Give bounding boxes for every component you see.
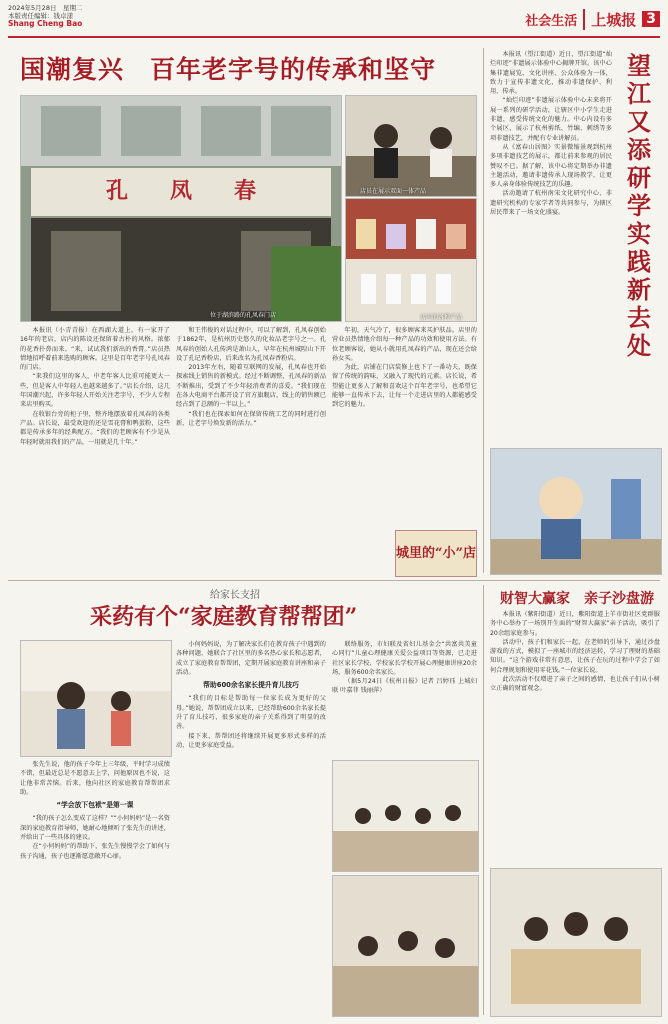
paragraph: 在收银台旁的柜子里，整齐地摆放着孔凤春的各类产品。店长说，最受欢迎的还是雪花膏和鸭蛋粉，这些都是传承多年的经典配方。“我们的老顾客有不少是从年轻时就用我们的产品，一用就是几十年。” (20, 410, 170, 446)
article4-title: 财智大赢家 亲子沙盘游 (500, 591, 654, 607)
article2-title: 望江又添研学实践新去处 (627, 51, 651, 360)
paragraph: 为此，店铺在门店装修上也下了一番功夫，既保留了传统的韵味，又融入了现代的元素。店长说，希望能让更多人了解和喜欢这个百年老字号，也希望它能够一直传承下去，让每一个走进店里的人都能感受到它的魅力。 (332, 364, 477, 409)
workshop-photo (332, 875, 479, 1017)
small-shop-badge: 城里的“小”店 (395, 530, 477, 577)
staff-image (346, 96, 476, 196)
brand-name: Shang Cheng Bao (8, 19, 83, 28)
caption-store-front: 位于湖滨路的孔凤春门店 (210, 312, 277, 319)
store-front-image (21, 96, 341, 321)
article3-kicker: 给家长支招 (210, 590, 260, 601)
classroom-photo (332, 760, 479, 872)
mascot-image (491, 449, 661, 574)
paragraph: “灿烂印迹”非遗展示体验中心未来将开展一系列的研学活动，让辖区中小学生走进非遗，感受传统文化的魅力。中心内设有多个展区，展示了杭州剪纸、竹编、刺绣等多项非遗技艺，并配有专业讲解员。 (490, 97, 612, 142)
classroom-image (333, 761, 478, 871)
subhead-first-lesson: “学会放下包袱”是第一课 (56, 801, 134, 810)
sandbox-game-photo (490, 868, 662, 1017)
staff-photo (345, 95, 477, 197)
paragraph: 在“小何妈妈”的帮助下，张先生慢慢学会了如何与孩子沟通，孩子也逐渐愿意敞开心扉。 (20, 843, 170, 860)
paragraph: 和王伟俊的对话过程中，可以了解到，孔凤春创始于1862年，是杭州历史悠久的化妆品老字号之一。孔凤春的创始人孔传鸿是萧山人，早年在杭州城隍山下开设了孔记香粉店，后来改名为孔凤春香粉店。 (176, 327, 326, 362)
article3-col2 (176, 640, 326, 1015)
paragraph: 2013年左右，随着互联网的发展，孔凤春也开始探索线上销售的新模式。经过不断调整，孔凤春的新品不断推出，受到了不少年轻消费者的喜爱。“我们现在在各大电商平台都开设了官方旗舰店，线上的销售额已经占到了总额的一半以上。” (176, 364, 326, 409)
paragraph: “我们也在探索如何在保留传统工艺的同时进行创新，让老字号焕发新的活力。” (176, 410, 326, 427)
article1-col2 (176, 326, 326, 571)
header-rule (8, 36, 660, 38)
article1-col1 (20, 326, 170, 571)
store-front-photo (20, 95, 342, 322)
article3-col1 (20, 760, 170, 1015)
article3-col3 (332, 640, 477, 755)
section-name: 社会生活 (525, 13, 578, 29)
subhead-helped-parents: 帮助600余名家长提升育儿技巧 (203, 681, 299, 690)
caption-products: 店内的各种产品 (420, 314, 463, 321)
article1-col3 (332, 326, 477, 526)
paragraph: 接下来，帮帮团还将继续开展更多形式多样的活动，让更多家庭受益。 (176, 732, 326, 749)
article2-body (490, 50, 612, 445)
paragraph: “来我们这里的客人，中老年客人比重可能更大一些，但是客人中年轻人也越来越多了。”店长介绍，这几年国潮兴起，许多年轻人开始关注老字号，不少人专程来店里购买。 (20, 373, 170, 409)
workshop-image (333, 876, 478, 1016)
column-divider (483, 48, 484, 573)
issue-date: 2024年5月28日 星期二 (8, 4, 83, 12)
caption-staff: 店员在展示双面一体产品 (360, 188, 427, 195)
mascot-photo (490, 448, 662, 575)
paragraph: （据5月24日《杭州日报》记者 吕婷珏 上城妇联 叶嘉菲 钱丽萍） (332, 678, 477, 695)
paragraph: 从《富春山居图》实景微缩景观到杭州多项非遗技艺的展示，都让前来参观的居民赞叹不已。据了解，该中心将定期举办非遗主题活动，邀请非遗传承人现场教学，让更多人亲身体验传统技艺的乐趣。 (490, 143, 612, 189)
paragraph: 此次活动不仅增进了亲子之间的感情，也让孩子们从小树立正确的财富观念。 (490, 676, 660, 693)
paragraph: 年初，天气冷了，很多顾客来买护肤品。店里的营业员热情地介绍每一种产品的功效和使用方法。有位老顾客说，她从小就用孔凤春的产品，现在还会给孙女买。 (332, 327, 477, 362)
family-education-photo (20, 640, 172, 757)
masthead-info (8, 4, 82, 28)
paper-logo: 上城报 (583, 9, 636, 30)
paragraph: 本报讯（望江街道）近日，望江街道“灿烂印迹”非遗展示体验中心揭牌开馆。该中心集非遗展览、文化讲座、公众体验为一体，致力于宣传非遗文化，推动非遗保护、利用、传承。 (490, 51, 612, 96)
paragraph: 联络服务，市妇联及省妇儿基金会“共富共美童心同行”儿童心理健康关爱公益项目等资源，已走进社区家长学校、学校家长学校开展心理健康讲座20余场，服务600余名家长。 (332, 641, 477, 676)
paragraph: 活动中，孩子们和家长一起，在老师的引导下，通过沙盘游戏的方式，模拟了一座城市的经济运转，学习了理财的基础知识。“这个游戏非常有意思，让孩子在玩的过程中学会了如何合理规划和使用零花钱。”一位家长说。 (490, 638, 660, 674)
paragraph: 小何妈妈说，为了解决家长们在教育孩子中遇到的各种问题，她联合了社区里的多名热心家长和志愿者，成立了家庭教育帮帮团，定期开展家庭教育讲座和亲子活动。 (176, 641, 326, 676)
paragraph: 张先生说，他的孩子今年上三年级，平时学习成绩不错，但最近总是不愿意去上学，问他原因也不说，这让他非常苦恼。后来，他向社区的家庭教育帮帮团求助。 (20, 761, 170, 796)
store-sign: 孔 凤 春 (105, 178, 266, 204)
sandbox-game-image (491, 869, 661, 1016)
article1-title: 国潮复兴 百年老字号的传承和坚守 (20, 55, 437, 84)
paragraph: 本报讯（小青青报）在西湖大道上，有一家开了16年的老店，店内的陈设还保留着古朴的风格。浓郁的花香扑鼻而来。“来，试试我们新出的香膏。”店员热情地招呼着前来选购的顾客。这里是百年老字号孔凤春的门店。 (20, 327, 170, 372)
paragraph: 活动邀请了杭州南宋文化研究中心、非遗研究机构的专家学者等共同参与，为辖区居民带来了一场文化盛宴。 (490, 190, 612, 217)
page-number: 3 (642, 11, 660, 27)
page-editor: 本版责任编辑：钱卓漾 (8, 12, 73, 20)
masthead-right (525, 4, 660, 34)
column-divider (483, 585, 484, 1015)
products-image (346, 199, 476, 321)
family-education-image (21, 641, 171, 756)
article4-body (490, 610, 660, 860)
paragraph: “我们的目标是帮助每一位家长成为更好的父母。”她说，帮帮团成立以来，已经帮助600余名家长提升了育儿技巧，很多家庭的亲子关系得到了明显的改善。 (176, 695, 326, 731)
products-photo (345, 198, 477, 322)
paragraph: 本报讯（紫阳街道）近日，紫阳街道上羊市街社区党群服务中心举办了一场别开生面的“财智大赢家”亲子活动，吸引了20余组家庭参与。 (490, 611, 660, 637)
article3-title: 采药有个“家庭教育帮帮团” (90, 604, 358, 630)
section-divider (8, 580, 660, 581)
paragraph: “我的孩子怎么变成了这样？”“小何妈妈”是一名资深的家庭教育指导师，她耐心地倾听了张先生的讲述，并给出了一些具体的建议。 (20, 815, 170, 842)
